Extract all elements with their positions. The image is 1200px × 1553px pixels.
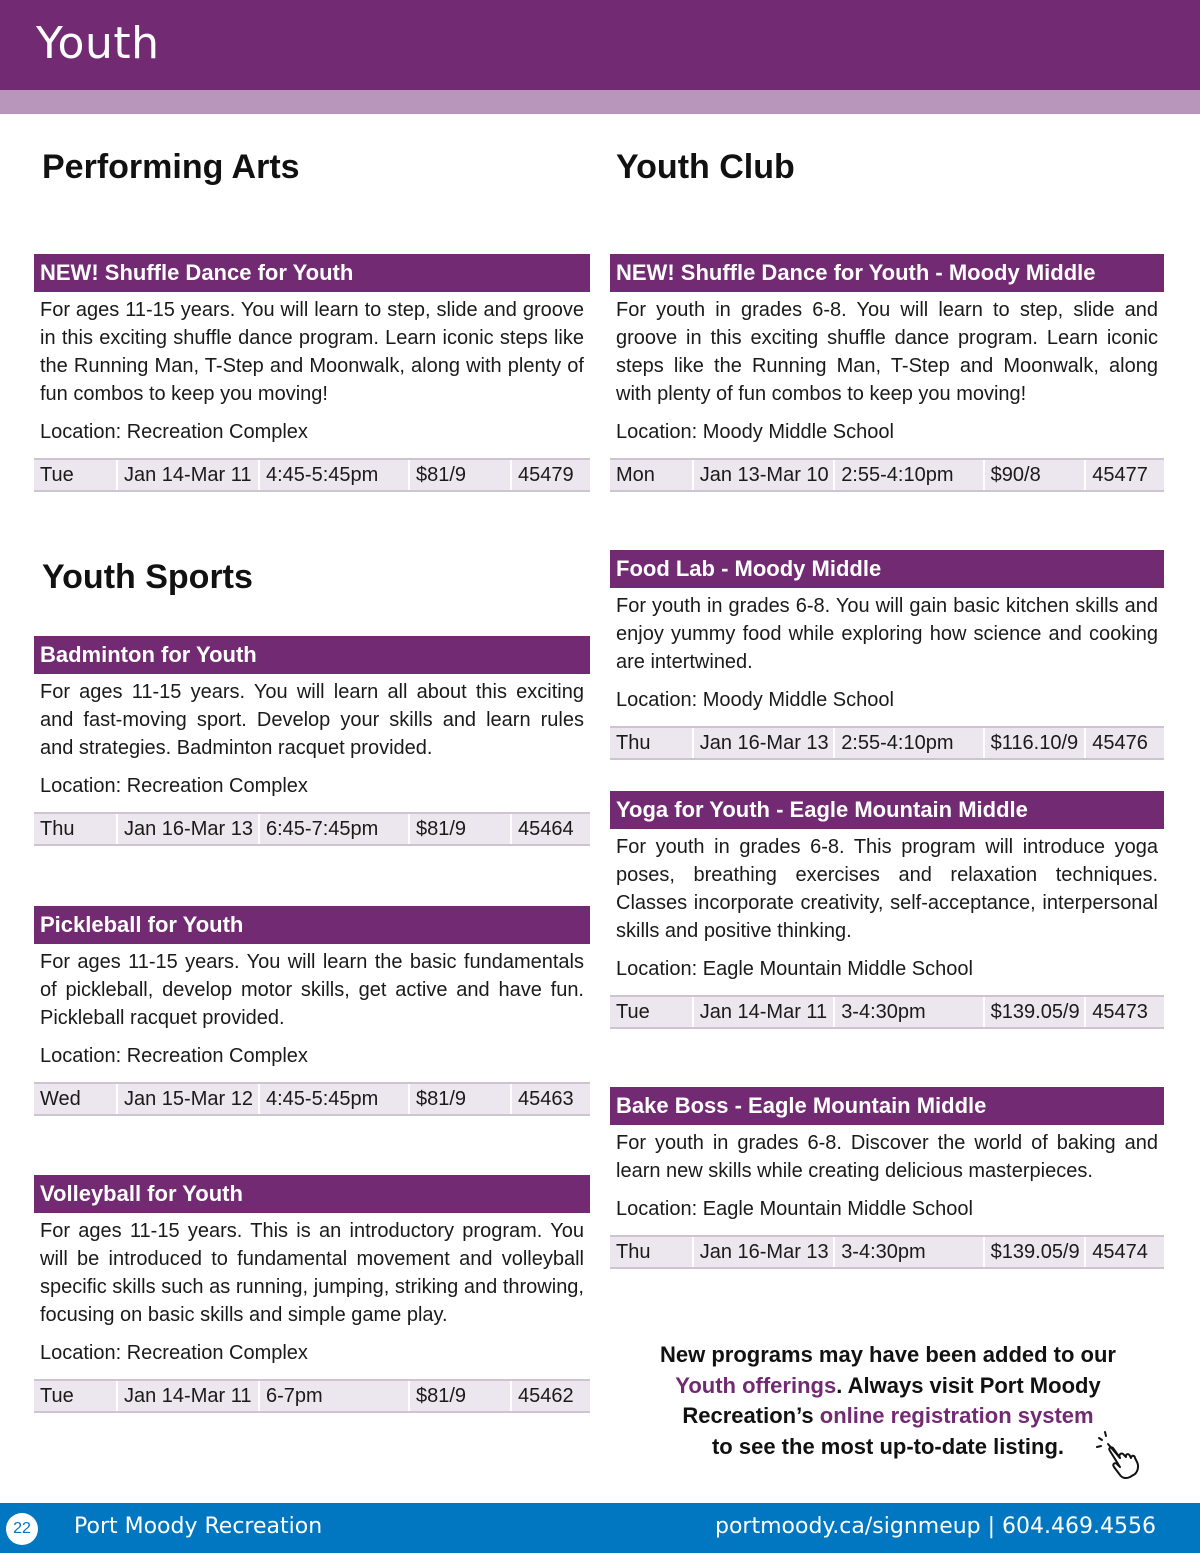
schedule-row bbox=[34, 812, 590, 846]
schedule-dates: Jan 14-Mar 11 bbox=[118, 1381, 260, 1411]
program-title: Yoga for Youth - Eagle Mountain Middle bbox=[610, 791, 1164, 829]
schedule-code: 45463 bbox=[518, 1088, 574, 1110]
registration-notice bbox=[612, 1340, 1164, 1462]
schedule-day: Mon bbox=[610, 460, 694, 490]
program-title: Volleyball for Youth bbox=[34, 1175, 590, 1213]
program-description: For ages 11-15 years. You will learn to step, slide and groove in this exciting shuffle dance program. Learn iconic steps like the Running Man, T-Step and Moonwalk, along with plenty of fun combos to keep you moving! bbox=[40, 299, 584, 405]
program-title: Bake Boss - Eagle Mountain Middle bbox=[610, 1087, 1164, 1125]
notice-text-2: . Always visit Port Moody bbox=[836, 1372, 1101, 1398]
page-title: Youth bbox=[36, 18, 160, 69]
program-location: Location: Eagle Mountain Middle School bbox=[616, 1198, 973, 1220]
schedule-time: 3-4:30pm bbox=[835, 997, 984, 1027]
program-title: Badminton for Youth bbox=[34, 636, 590, 674]
schedule-row bbox=[610, 995, 1164, 1029]
schedule-day: Tue bbox=[34, 1381, 118, 1411]
schedule-time: 3-4:30pm bbox=[835, 1237, 984, 1267]
schedule-dates: Jan 16-Mar 13 bbox=[694, 1237, 835, 1267]
schedule-dates: Jan 16-Mar 13 bbox=[118, 814, 260, 844]
schedule-dates: Jan 16-Mar 13 bbox=[694, 728, 835, 758]
schedule-code: 45479 bbox=[518, 464, 574, 486]
schedule-day: Wed bbox=[34, 1084, 118, 1114]
schedule-row bbox=[610, 1235, 1164, 1269]
schedule-time: 4:45-5:45pm bbox=[260, 460, 410, 490]
program-shuffle-dance bbox=[34, 254, 590, 492]
schedule-dates: Jan 14-Mar 11 bbox=[118, 460, 260, 490]
schedule-fee: $139.05/9 bbox=[985, 997, 1087, 1027]
schedule-dates: Jan 14-Mar 11 bbox=[694, 997, 835, 1027]
schedule-row bbox=[610, 458, 1164, 492]
program-location: Location: Moody Middle School bbox=[616, 421, 894, 443]
schedule-fee: $116.10/9 bbox=[985, 728, 1087, 758]
program-location: Location: Recreation Complex bbox=[40, 421, 308, 443]
schedule-fee: $81/9 bbox=[410, 1381, 512, 1411]
schedule-fee: $81/9 bbox=[410, 460, 512, 490]
notice-text-3: Recreation’s bbox=[682, 1403, 820, 1428]
program-description: For ages 11-15 years. You will learn the basic fundamentals of pickleball, develop motor skills, get active and have fun. Pickleball racquet provided. bbox=[40, 951, 584, 1029]
schedule-code: 45477 bbox=[1092, 464, 1148, 486]
youth-offerings-link[interactable]: Youth offerings bbox=[675, 1372, 837, 1398]
program-description: For youth in grades 6-8. This program will introduce yoga poses, breathing exercises and relaxation techniques. Classes incorporate creativity, self-acceptance, interpersonal skills and positive thinking. bbox=[616, 836, 1158, 942]
schedule-day: Thu bbox=[610, 1237, 694, 1267]
schedule-day: Tue bbox=[610, 997, 694, 1027]
schedule-fee: $81/9 bbox=[410, 1084, 512, 1114]
program-location: Location: Recreation Complex bbox=[40, 1342, 308, 1364]
page-header bbox=[0, 0, 1200, 90]
program-location: Location: Recreation Complex bbox=[40, 775, 308, 797]
notice-line-4: to see the most up-to-date listing. bbox=[711, 1433, 1064, 1459]
program-title: NEW! Shuffle Dance for Youth - Moody Middle bbox=[610, 254, 1164, 292]
schedule-code: 45474 bbox=[1092, 1241, 1148, 1263]
program-description: For youth in grades 6-8. Discover the world of baking and learn new skills while creating delicious masterpieces. bbox=[616, 1132, 1158, 1182]
schedule-day: Thu bbox=[610, 728, 694, 758]
schedule-fee: $90/8 bbox=[985, 460, 1087, 490]
notice-line-1: New programs may have been added to our bbox=[659, 1342, 1116, 1367]
section-title-youth-club: Youth Club bbox=[616, 148, 795, 186]
notice-line-2 bbox=[612, 1371, 1164, 1402]
footer-organization: Port Moody Recreation bbox=[74, 1514, 323, 1539]
schedule-row bbox=[34, 1379, 590, 1413]
program-yoga bbox=[610, 791, 1164, 1029]
section-title-performing-arts: Performing Arts bbox=[42, 148, 300, 186]
program-location: Location: Moody Middle School bbox=[616, 689, 894, 711]
online-registration-link[interactable]: online registration system bbox=[819, 1403, 1094, 1428]
program-badminton bbox=[34, 636, 590, 846]
program-food-lab bbox=[610, 550, 1164, 760]
schedule-code: 45462 bbox=[518, 1385, 574, 1407]
schedule-row bbox=[34, 1082, 590, 1116]
schedule-time: 4:45-5:45pm bbox=[260, 1084, 410, 1114]
schedule-dates: Jan 13-Mar 10 bbox=[694, 460, 835, 490]
schedule-row bbox=[610, 726, 1164, 760]
page-footer bbox=[0, 1503, 1200, 1553]
program-title: Food Lab - Moody Middle bbox=[610, 550, 1164, 588]
program-description: For ages 11-15 years. You will learn all about this exciting and fast-moving sport. Develop your skills and learn rules and strategies. Badminton racquet provided. bbox=[40, 681, 584, 759]
schedule-fee: $81/9 bbox=[410, 814, 512, 844]
schedule-row bbox=[34, 458, 590, 492]
section-title-youth-sports: Youth Sports bbox=[42, 558, 253, 596]
schedule-day: Thu bbox=[34, 814, 118, 844]
schedule-time: 2:55-4:10pm bbox=[835, 728, 984, 758]
schedule-code: 45473 bbox=[1092, 1001, 1148, 1023]
program-volleyball bbox=[34, 1175, 590, 1413]
program-title: NEW! Shuffle Dance for Youth bbox=[34, 254, 590, 292]
program-description: For ages 11-15 years. This is an introductory program. You will be introduced to fundamental movement and volleyball specific skills such as running, jumping, striking and throwing, focusing on basic skills and simple game play. bbox=[40, 1220, 584, 1326]
notice-line-3 bbox=[612, 1401, 1164, 1432]
schedule-time: 6:45-7:45pm bbox=[260, 814, 410, 844]
program-description: For youth in grades 6-8. You will learn to step, slide and groove in this exciting shuffle dance program. Learn iconic steps like the Running Man, T-Step and Moonwalk, along with plenty of fun combos to keep you moving! bbox=[616, 299, 1158, 405]
program-shuffle-dance-moody bbox=[610, 254, 1164, 492]
schedule-time: 2:55-4:10pm bbox=[835, 460, 984, 490]
pointing-hand-icon bbox=[1096, 1430, 1148, 1482]
schedule-day: Tue bbox=[34, 460, 118, 490]
schedule-time: 6-7pm bbox=[260, 1381, 410, 1411]
program-description: For youth in grades 6-8. You will gain basic kitchen skills and enjoy yummy food while exploring how science and cooking are intertwined. bbox=[616, 595, 1158, 673]
program-location: Location: Recreation Complex bbox=[40, 1045, 308, 1067]
program-title: Pickleball for Youth bbox=[34, 906, 590, 944]
program-location: Location: Eagle Mountain Middle School bbox=[616, 958, 973, 980]
header-stripe bbox=[0, 90, 1200, 114]
program-pickleball bbox=[34, 906, 590, 1116]
schedule-dates: Jan 15-Mar 12 bbox=[118, 1084, 260, 1114]
schedule-code: 45476 bbox=[1092, 732, 1148, 754]
schedule-code: 45464 bbox=[518, 818, 574, 840]
program-bake-boss bbox=[610, 1087, 1164, 1269]
footer-contact[interactable]: portmoody.ca/signmeup | 604.469.4556 bbox=[715, 1514, 1156, 1539]
schedule-fee: $139.05/9 bbox=[985, 1237, 1087, 1267]
page-number-badge: 22 bbox=[6, 1513, 38, 1545]
